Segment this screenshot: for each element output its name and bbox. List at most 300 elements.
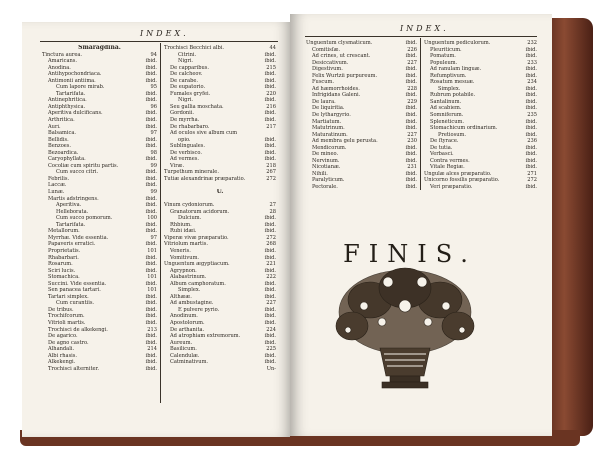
index-entry-term: De myrrha. xyxy=(170,117,200,124)
index-entry-term: Aureum. xyxy=(170,339,193,346)
right-column-divider xyxy=(420,38,421,190)
index-entry-page: 267 xyxy=(266,169,276,176)
index-entry-term: Digestivum. xyxy=(312,66,343,73)
index-entry-term: Laccæ. xyxy=(48,182,67,189)
index-entry-term: Contra vermes. xyxy=(430,157,470,164)
index-entry-page: ibid. xyxy=(264,149,276,156)
index-entry-page: 218 xyxy=(266,162,276,169)
index-entry-term: Nigri. xyxy=(178,97,194,104)
index-entry-page: ibid. xyxy=(405,92,417,99)
index-entry-page: 94 xyxy=(150,51,157,58)
index-entry-page: ibid. xyxy=(264,58,276,65)
index-entry-page: ibid. xyxy=(525,151,537,158)
index-entry-page: 220 xyxy=(266,90,276,97)
index-entry-page: ibid. xyxy=(525,53,537,60)
index-entry-page: ibid. xyxy=(145,300,157,307)
index-entry-page: ibid. xyxy=(145,175,157,182)
index-entry-page: ibid. xyxy=(264,359,276,366)
index-entry-term: opio. xyxy=(178,136,191,143)
index-entry-page: ibid. xyxy=(145,333,157,340)
index-entry-page: ibid. xyxy=(145,117,157,124)
index-entry-page: ibid. xyxy=(145,261,157,268)
index-entry-term: Unguentum ægyptiacum. xyxy=(164,261,230,268)
right-index-column-2 xyxy=(424,40,537,191)
index-entry-page: ibid. xyxy=(264,136,276,143)
index-entry-page: ibid. xyxy=(525,184,537,191)
index-entry-page: ibid. xyxy=(525,46,537,53)
finis-heading: FINIS. xyxy=(343,240,477,268)
index-entry-page: 232 xyxy=(527,40,537,46)
index-entry-page: 100 xyxy=(147,215,157,222)
index-entry-term: Pleuriticum. xyxy=(430,46,462,53)
index-entry-page: ibid. xyxy=(145,195,157,202)
index-entry-page: ibid. xyxy=(264,97,276,104)
index-entry-term: Alkekengi. xyxy=(48,359,76,366)
index-entry-term: Stomachicum ordinarium. xyxy=(430,125,498,132)
index-entry-term: Amaricans. xyxy=(48,58,78,65)
index-entry-page: ibid. xyxy=(264,221,276,228)
index-entry-page: ibid. xyxy=(264,352,276,359)
index-entry-term: Martiatum. xyxy=(312,118,342,125)
index-entry-term: Cocoliæ cum spiritu partis. xyxy=(48,162,119,169)
index-entry-term: Papaveris erratici. xyxy=(48,241,96,248)
index-entry-page: ibid. xyxy=(525,66,537,73)
index-entry-term: Tartari simplex. xyxy=(48,293,89,300)
index-entry-page: ibid. xyxy=(145,339,157,346)
index-entry-term: Balsamica. xyxy=(48,130,77,137)
index-entry-term: Infrigidans Galeni. xyxy=(312,92,361,99)
index-entry-term: Ad oculos sive album cum xyxy=(170,130,238,137)
index-entry-term: Stomachica. xyxy=(48,274,80,281)
index-entry-page: ibid. xyxy=(264,280,276,287)
index-entry-page: ibid. xyxy=(405,151,417,158)
index-entry-term: Felix Wurtzii purpureum. xyxy=(312,72,378,79)
index-entry-page: ibid. xyxy=(145,365,157,372)
index-entry-page: 101 xyxy=(147,287,157,294)
index-entry-page: 221 xyxy=(266,261,276,268)
index-entry-term: Unguentum pediculorum. xyxy=(424,40,491,46)
index-entry-page: ibid. xyxy=(405,79,417,86)
index-entry-page: ibid. xyxy=(145,228,157,235)
index-entry-term: Agrypnon. xyxy=(170,267,197,274)
index-entry-term: Vitrioli martis. xyxy=(48,319,86,326)
index-entry-term: Alhandali. xyxy=(48,346,75,353)
index-entry-page: ibid. xyxy=(405,40,417,46)
index-entry-page: ibid. xyxy=(405,177,417,184)
index-entry-page: 235 xyxy=(527,112,537,119)
index-entry xyxy=(42,366,157,373)
index-entry-term: Mendicorum. xyxy=(312,144,347,151)
index-entry-term: Somniferum. xyxy=(430,112,464,119)
index-entry-page: 101 xyxy=(147,247,157,254)
index-entry-term: De liquiritia. xyxy=(312,105,345,112)
index-entry-term: De calcheov. xyxy=(170,71,203,78)
index-entry xyxy=(164,189,276,196)
index-entry-term: Ad hæmorrhoides. xyxy=(312,85,360,92)
index-entry-term: De agarico. xyxy=(48,333,78,340)
index-entry-page: 225 xyxy=(266,346,276,353)
index-entry-page: ibid. xyxy=(405,118,417,125)
index-entry-term: De lythargyrio. xyxy=(312,112,351,119)
index-entry-term: De agno castro. xyxy=(48,339,89,346)
index-entry-term: Citrini. xyxy=(178,51,197,58)
index-entry-term: Veneris. xyxy=(170,247,191,254)
index-entry-page: ibid. xyxy=(525,144,537,151)
index-entry-page: 215 xyxy=(266,64,276,71)
index-entry-term: Rhbium. xyxy=(170,221,192,228)
index-entry-term: Ad membra gelu perusta. xyxy=(312,138,378,145)
index-entry-page: ibid. xyxy=(264,313,276,320)
index-entry-page: 224 xyxy=(266,326,276,333)
index-entry-page: 96 xyxy=(150,103,157,110)
index-entry-term: Nihili. xyxy=(312,170,328,177)
index-entry-page: ibid. xyxy=(405,157,417,164)
right-index-column-1 xyxy=(306,40,417,191)
index-entry-term: Trochisci alterniter. xyxy=(48,365,100,372)
index-entry-term: Metallorum. xyxy=(48,228,80,235)
index-entry-term: Simplex. xyxy=(178,287,201,294)
index-entry-page: ibid. xyxy=(264,110,276,117)
index-entry-page: 230 xyxy=(407,138,417,145)
ornament-vase-of-flowers xyxy=(330,260,480,392)
index-entry-page: 234 xyxy=(527,79,537,86)
index-entry-page: 99 xyxy=(150,162,157,169)
index-entry-page: 222 xyxy=(266,274,276,281)
index-entry-page: ibid. xyxy=(405,66,417,73)
index-entry-page: ibid. xyxy=(145,143,157,150)
index-entry-page: ibid. xyxy=(145,280,157,287)
index-entry-term: Cum succo pomorum. xyxy=(56,215,113,222)
index-entry-page: ibid. xyxy=(264,84,276,91)
index-entry-term: Albi rhasis. xyxy=(48,352,78,359)
index-entry-term: E pulvere pyrio. xyxy=(178,306,220,313)
index-entry-term: Lunæ. xyxy=(48,189,65,196)
index-entry-term: Seu gallia moschata. xyxy=(170,103,224,110)
index-entry-term: Gordonii. xyxy=(170,110,195,117)
index-entry-term: Refumptivum. xyxy=(430,72,467,79)
index-entry-term: De capparibus. xyxy=(170,64,210,71)
index-entry-term: Matutrinum. xyxy=(312,125,345,132)
index-entry-term: Trochifcorum. xyxy=(48,313,85,320)
index-entry-term: Viperæ vivæ præparatio. xyxy=(164,234,229,241)
index-entry-term: De rhabarbaro. xyxy=(170,123,210,130)
index-entry-page: 272 xyxy=(266,234,276,241)
index-entry-page: ibid. xyxy=(145,182,157,189)
index-entry-page: 229 xyxy=(407,98,417,105)
index-entry-term: Arthritica. xyxy=(48,117,75,124)
index-entry-page: ibid. xyxy=(145,254,157,261)
index-entry-page: ibid. xyxy=(145,136,157,143)
index-entry-term: Tartarifata. xyxy=(56,90,86,97)
index-entry-term: Granatorum acidorum. xyxy=(170,208,230,215)
index-entry-page: ibid. xyxy=(145,306,157,313)
index-entry-term: De tutia. xyxy=(430,144,453,151)
index-entry-term: Viræ. xyxy=(170,162,185,169)
index-entry-page: ibid. xyxy=(264,117,276,124)
index-entry-term: Verbasci. xyxy=(430,151,454,158)
index-entry-term: Paralyticum. xyxy=(312,177,345,184)
book-cover-edge xyxy=(545,18,593,436)
index-entry-term: De carabe. xyxy=(170,77,198,84)
index-entry-term: Martis adstringens. xyxy=(48,195,99,202)
index-entry-term: Maturatinum. xyxy=(312,131,348,138)
index-entry-page: ibid. xyxy=(145,64,157,71)
index-entry-term: De mineo. xyxy=(312,151,339,158)
index-entry-page: ibid. xyxy=(145,267,157,274)
index-entry-page: ibid. xyxy=(525,105,537,112)
right-page-header: INDEX. xyxy=(400,24,449,33)
left-index-column-2 xyxy=(164,45,276,372)
index-entry-page: ibid. xyxy=(405,125,417,132)
index-entry-page: 213 xyxy=(147,326,157,333)
index-entry-term: Turpethum minerale. xyxy=(164,169,219,176)
index-entry-page: ibid. xyxy=(145,90,157,97)
index-entry-term: Althææ. xyxy=(170,293,192,300)
index-entry-term: Succini. Vide essentia. xyxy=(48,280,107,287)
index-entry-term: Ad ambustagine. xyxy=(170,300,214,307)
index-entry-term: Caryophyllata. xyxy=(48,156,86,163)
index-entry-page: ibid. xyxy=(405,184,417,191)
index-entry-term: Unguentum clysmaticum. xyxy=(306,40,373,46)
index-entry-page: ibid. xyxy=(145,293,157,300)
index-entry-term: De ſtyrace. xyxy=(430,138,459,145)
index-entry-page: 97 xyxy=(150,130,157,137)
index-entry-page: 228 xyxy=(407,85,417,92)
index-entry-page: 216 xyxy=(266,103,276,110)
index-entry-term: Fuscum. xyxy=(312,79,335,86)
right-header-rule xyxy=(305,36,537,37)
index-entry-term: Pretiosum. xyxy=(438,131,466,138)
index-entry-page: ibid. xyxy=(405,105,417,112)
index-entry-page: ibid. xyxy=(145,221,157,228)
index-entry-page: ibid. xyxy=(145,123,157,130)
index-entry-term: Basilicum. xyxy=(170,346,197,353)
index-entry-term: Sublinguales. xyxy=(170,143,206,150)
index-entry-term: Trochisci Becchici albi. xyxy=(164,45,225,51)
index-entry-page: ibid. xyxy=(525,125,537,132)
index-entry-page: ibid. xyxy=(145,71,157,78)
index-entry-term: De arthanita. xyxy=(170,326,205,333)
index-entry-page: ibid. xyxy=(264,156,276,163)
index-entry-term: Rubi idæi. xyxy=(170,228,197,235)
index-entry-page: 97 xyxy=(150,234,157,241)
index-entry-page: ibid. xyxy=(145,202,157,209)
index-entry-term: Ad vermes. xyxy=(170,156,199,163)
index-entry-term: Catminativum. xyxy=(170,359,209,366)
index-entry-term: Fumales gryfei. xyxy=(170,90,211,97)
index-entry-page: ibid. xyxy=(525,98,537,105)
index-entry-term: Myrrhæ. Vide essentia. xyxy=(48,234,109,241)
index-entry-term: Vitale Regiæ. xyxy=(430,164,465,171)
index-entry xyxy=(164,366,276,373)
index-entry-term: Smaragdina. xyxy=(78,45,121,51)
index-entry-page: ibid. xyxy=(264,247,276,254)
index-entry-page: 99 xyxy=(150,189,157,196)
index-entry-term: Un- xyxy=(266,365,276,372)
index-entry-page: 44 xyxy=(269,45,276,51)
index-entry-term: Antimonii antiima. xyxy=(48,77,96,84)
index-entry-page: ibid. xyxy=(405,170,417,177)
index-entry-term: Bezoardica. xyxy=(48,149,79,156)
index-entry-term: Splenèticum. xyxy=(430,118,464,125)
index-entry-term: Vomitivum. xyxy=(170,254,200,261)
index-entry-page: ibid. xyxy=(405,112,417,119)
index-entry-term: Benzoes. xyxy=(48,143,72,150)
index-entry xyxy=(424,184,537,191)
left-index-column-1 xyxy=(42,45,157,372)
index-entry-term: De laura. xyxy=(312,98,336,105)
index-entry-page: ibid. xyxy=(264,228,276,235)
index-entry-page: ibid. xyxy=(264,254,276,261)
index-entry-term: De verbisco. xyxy=(170,149,202,156)
index-entry-term: Dulcium. xyxy=(178,215,202,222)
index-entry-page: ibid. xyxy=(525,131,537,138)
index-entry-term: De eupatorio. xyxy=(170,84,206,91)
index-entry-page: ibid. xyxy=(145,58,157,65)
index-entry-term: Ad ranulam linguæ. xyxy=(430,66,482,73)
index-entry-term: Anodinum. xyxy=(170,313,198,320)
index-entry-page: ibid. xyxy=(405,72,417,79)
index-entry-page: ibid. xyxy=(525,72,537,79)
index-entry-term: Sciri lucis. xyxy=(48,267,76,274)
index-entry-page: 95 xyxy=(150,84,157,91)
index-entry-page: 268 xyxy=(266,241,276,248)
left-header-rule xyxy=(40,41,278,42)
index-entry-page: 227 xyxy=(266,300,276,307)
index-entry-page: ibid. xyxy=(145,319,157,326)
index-entry-page: 272 xyxy=(527,177,537,184)
index-entry-page: ibid. xyxy=(145,169,157,176)
index-entry-page: ibid. xyxy=(145,208,157,215)
index-entry-page: ibid. xyxy=(145,359,157,366)
index-entry-term: Album camphoratum. xyxy=(170,280,226,287)
index-entry-page: 226 xyxy=(407,46,417,53)
index-entry-page: 227 xyxy=(407,59,417,66)
index-entry-term: Ad crines, ut crescant. xyxy=(312,53,371,60)
index-entry-page: 236 xyxy=(527,138,537,145)
index-entry-page: ibid. xyxy=(264,77,276,84)
index-entry-term: Cum curantiis. xyxy=(56,300,95,307)
index-entry-page: ibid. xyxy=(145,156,157,163)
index-entry-page: ibid. xyxy=(264,319,276,326)
index-entry-term: Rosarum. xyxy=(48,261,73,268)
index-entry-page: 231 xyxy=(407,164,417,171)
index-entry-term: Nigri. xyxy=(178,58,194,65)
index-entry-term: Cum lapore mirab. xyxy=(56,84,105,91)
index-entry-page: ibid. xyxy=(405,53,417,60)
index-entry-term: Sen panacea tartari. xyxy=(48,287,101,294)
index-entry-page: ibid. xyxy=(525,118,537,125)
index-entry-term: Antihypochondriaca. xyxy=(48,71,102,78)
index-entry-page: 27 xyxy=(269,202,276,209)
index-entry-term: Antiphthysica. xyxy=(48,103,86,110)
index-entry-term: Alabastrinum. xyxy=(170,274,207,281)
index-entry-page: ibid. xyxy=(264,267,276,274)
index-entry-page: ibid. xyxy=(264,51,276,58)
index-entry-term: Ad scabiem. xyxy=(430,105,462,112)
index-entry-page: ibid. xyxy=(264,287,276,294)
index-entry-page: ibid. xyxy=(145,110,157,117)
left-page-header: INDEX. xyxy=(140,29,189,38)
index-entry xyxy=(306,184,417,191)
index-entry-term: Desiccativum. xyxy=(312,59,349,66)
index-entry-term: Rubrum potabile. xyxy=(430,92,476,99)
index-entry-term: Helleborata. xyxy=(56,208,89,215)
index-entry-page: ibid. xyxy=(145,241,157,248)
index-entry-term: U. xyxy=(216,189,224,196)
index-entry-term: Veri præparatio. xyxy=(430,184,473,191)
index-entry-term: Pectorale. xyxy=(312,184,338,191)
index-entry-page: ibid. xyxy=(264,71,276,78)
index-entry-page: 101 xyxy=(147,274,157,281)
index-entry-term: Apostolorum. xyxy=(170,319,205,326)
index-entry-term: Trochisci de alkekengi. xyxy=(48,326,108,333)
index-entry-term: Rosatum mesuæ. xyxy=(430,79,475,86)
index-entry-term: Tinctura aurea. xyxy=(42,51,83,58)
index-entry-page: ibid. xyxy=(525,157,537,164)
index-entry-term: Nervinum. xyxy=(312,157,340,164)
left-column-divider xyxy=(160,43,161,403)
index-entry-page: ibid. xyxy=(145,97,157,104)
index-entry-term: Febrilis. xyxy=(48,175,70,182)
index-entry-term: Antinephritica. xyxy=(48,97,87,104)
index-entry-term: Cum succo citri. xyxy=(56,169,99,176)
index-entry-term: De tribus. xyxy=(48,306,74,313)
index-entry-term: Tutiæ alexandrinæ præparatio. xyxy=(164,175,246,182)
index-entry-term: Santalinum. xyxy=(430,98,462,105)
index-entry-page: 271 xyxy=(527,170,537,177)
index-entry-page: ibid. xyxy=(145,352,157,359)
index-entry-page: 28 xyxy=(269,208,276,215)
index-entry-term: Proprietatis. xyxy=(48,247,81,254)
index-entry-page: ibid. xyxy=(264,293,276,300)
index-entry-term: Ad atrophiam extremorum. xyxy=(170,333,241,340)
index-entry-term: Vinum cydoniorum. xyxy=(164,202,215,209)
index-entry-page: ibid. xyxy=(525,164,537,171)
index-entry-page: ibid. xyxy=(264,143,276,150)
index-entry-term: Simplex. xyxy=(438,85,461,92)
index-entry-page: 227 xyxy=(407,131,417,138)
index-entry-term: Nicotianæ. xyxy=(312,164,341,171)
index-entry-page: 214 xyxy=(147,346,157,353)
index-entry-page: ibid. xyxy=(525,92,537,99)
index-entry-term: Tartarifata. xyxy=(56,221,86,228)
index-entry-page: 233 xyxy=(527,59,537,66)
index-entry-page: ibid. xyxy=(525,85,537,92)
index-entry-page: 272 xyxy=(266,175,276,182)
index-entry-term: Aurí. xyxy=(48,123,61,130)
index-entry-page: ibid. xyxy=(145,77,157,84)
index-entry-term: Pomatum. xyxy=(430,53,456,60)
index-entry-term: Rhabarbari. xyxy=(48,254,79,261)
index-entry-page: 217 xyxy=(266,123,276,130)
index-entry-page: ibid. xyxy=(264,306,276,313)
index-entry-term: Comitisſæ. xyxy=(312,46,341,53)
index-entry-term: Aperitiva. xyxy=(56,202,82,209)
index-entry-term: Calendulæ. xyxy=(170,352,200,359)
index-entry-term: Ungulæ alces præparatio. xyxy=(424,170,492,177)
index-entry-page: ibid. xyxy=(264,339,276,346)
index-entry-page: ibid. xyxy=(405,144,417,151)
index-entry-term: Populeum. xyxy=(430,59,458,66)
index-entry-term: Anodina. xyxy=(48,64,71,71)
index-entry-term: Vitriolum martis. xyxy=(164,241,208,248)
index-entry-page: ibid. xyxy=(264,333,276,340)
index-entry-page: ibid. xyxy=(145,313,157,320)
index-entry-page: 98 xyxy=(150,149,157,156)
index-entry-term: Bellidis. xyxy=(48,136,69,143)
index-entry-page: ibid. xyxy=(264,215,276,222)
